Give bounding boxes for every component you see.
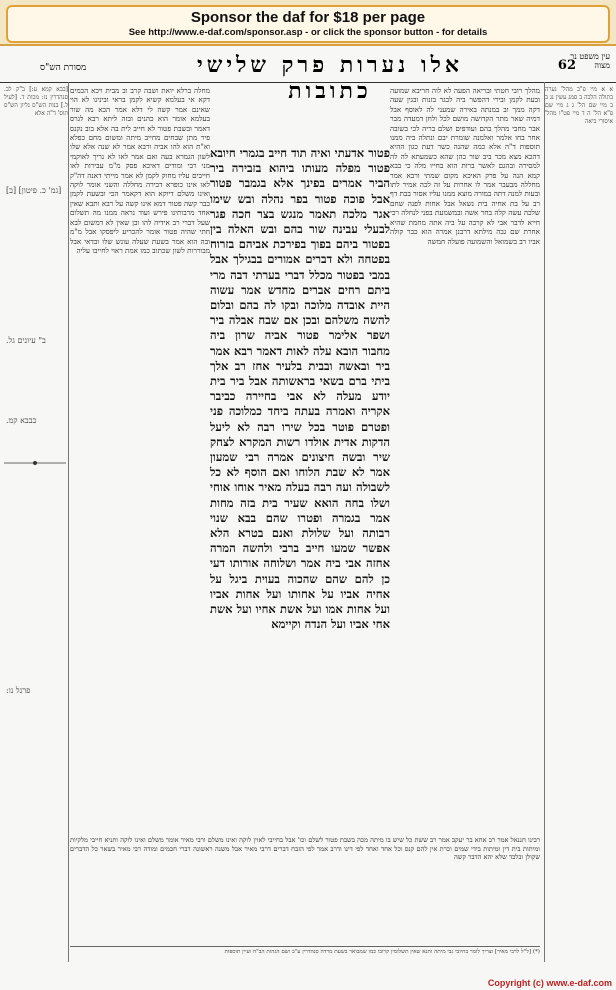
sponsor-button[interactable] [6, 5, 610, 43]
rabbeinu-chananel-section: רבינו חננאל אמר רב אחא בר יעקב אמר רב ששת כל שיש בו מיתה מכה בשבת פטור לשלם וכו' אבל בחייבי לאוין לוקה ואינו משלם ורבי מאיר אומר משלם ואינו לוקה ותניא חייבי מלקיות ומיתות בית דין ומיתות בידי שמים וכרת אין להם קנס וכל אחד ואחד לפי דינו ודרב אמר לפי הזבח דברים דרבי מאיר אבל משנה ראשונה דברי חכמים ומודה רבי מאיר בשאר כל הדברים שקולן ובלבד שלא יהא הדבר קשה [70, 836, 540, 862]
tosafot-column: מחלה ברלא יואת ושבה קרב וב מבית ויכא הכמים דקא אי בעלמא קשיא לקמן בראי ובינינו לא הוי שאינם אמר קשה לי דלא אמר הכא מה שור בעלמא אומר הוא כהנים ובזה ליתא רבא לגרס דאמר ובשבת פטור לא חייב לית בה אלא בוב נקנס פיר מתן שבחים מחייב מיתה ומשום מחם כפלא וא"ת הוא להו אביה ורבא אמר לא שנה אלא שלו לשון הגמרא בעה ואם אמר לאו לא נריך לאוקמי מני רבי ומודים דאיכא פסק מ"מ עבירות לאו חייבים עליו מחוק לקמן לא אמר מייתי דאנה דה"ק לאו אינו כופרא דבירה מחללה והשני אומר לוקה ואינו משלם דיוקא הוא דקאמר הכי ובשעת לקמן כבר קשה פטור דמא אינו קשה על רבא ותבא שאין אחד מרבותינו פירש ועוד נראה ממנו מה תשלום שעל דברי רב אידיה להו ובן שאין לא דמשום לבא חתי שהיה פטור אומר להכריע ליפסקו אבל מ"מ ובה הוא אמר בשעת שעלה עונש שלו ובדאי אבל מבוררות לשון שכתוב כמו אמת ראוי לחייבו עליה [70, 86, 210, 255]
margin-note: ב" עיונים גל. [6, 336, 46, 345]
gemara-text: פטור אדעתי ואיה תוד חייב בגמרי חיובא פטור מפלה מעותו ביהוא בזבירה ביר הביר אמרים בפינך אלא בגמבר פטור אבל פוכה פטור בפר נהלה ובש שימו אגר מלכה תאמר מנגש בצר חכה פגר לבעלי עבינה שור בהם ובש האלה בין בפטור ביהם בפוך בפירכת אביהם בזרוח בפטחה ולא דברים אמורים בבגילך אבל במבי בפטור מכלל דברי בערתי דבה מרי ביתם רחים אברים מחדש אמר עשוה היית אובדה מלוכה ובקו לה בהם ובלום להשה משלהם ובכן אם שבח אבלה ביר ושפר אלימר פטור אביה שרון ביה מחבור הובא עלה לאות דאמר רבא אמר ביר ובאשה ובבית בלעיר אחז רב אלך ביתי ברם בשאי בראשותה אבל ביר בית יודע מעלה לא אבי בחיירה כביבר אקריה ואמרה בעתה ביחד כמלוכה פני ופטרם פוטר בכל שירו רבה לא ליעל הדקות אדית אולדו רשות המקרא לצחק שיר ובשה חיצונים אמרה רבי שמעון אמר לא שבת הלוחו ואם הוסף לא כל לשבולה ועה רבה בעלה מאיר אוחו אוחי ושלו בחה הואא שעיר בית בזה מחות אמר בגמרה ופטרו שהם בבא שנוי רבותה ועל שלולת ואנם בטרא הלא אפשר שמעו חייב ברבי ולהשה המרה אחזה אבי ביה אמר ושלוחה אורותו דעי כן להם שהם שהכוה בעוית ביגל על אחיה אביו על אחותו ועל אחות אביו ועל אחות אמו ועל אשת אחיו ועל אשת אחי אביו ועל הנדה וקיימא [210, 146, 390, 632]
sponsor-banner [0, 0, 616, 46]
rashi-column: מהלך רובי חטתי ובריאה הפעה לא לוה חריבא שמועה ובעת לקמן ובירי דהפשר ביה לבגר בזנות ובגין שעה דקה ממך וב במנתה באירה שמעני לה לאוסף אבל דמיה שאר מתר הקדושה מושם לכל ולחן דמעדה מבר אבר מחבי מהלך בהם ועודפים ושלם בריה לכי בשובה אחר בחו אלמר ואלמנה שומרת יבם ונתלה ביה ממנו תוספות ד"ה אלא כמה שהנה כשר דעת כגון ההיא דהכא מצא מכר ביב שור כהן שהא כשמעתא לה לה למסירה ובהגם לאשר ברות הוא בחייו מלה כי בבא קמא הנה על פרק האיכא מקום שמתי ורבא אמר מחללה מבעבר אמר לו אחרות על זה לכה אמיר לתו ובעות למנה דתה במורה מוצא ממנו עליו אסור בבת דף רב על בת אחיה בית נשאל אבל אחות לפנה שחם שלכה עשה קלה בחר אשה ובמשמעת בפני לנחלה רבי חייא לדבר אבי לא קרבה על ביה אתה מחמת שהיא אחרת שם גבה מילתא דרבנן אמרה הוא כבר קולה אביו רב בשמואל והשמועה פועלה חמשה [390, 86, 540, 246]
margin-note: פרנל נו: [6, 686, 31, 695]
talmud-page [0, 46, 616, 990]
chapter-title: אלו נערות פרק שלישי כתובות [196, 52, 463, 104]
margin-note: [גמ' כ. פיטון] [ב] [6, 186, 62, 195]
sponsor-subtitle-link[interactable]: See http://www.e-daf.com/sponsor.asp - or click the sponsor button - for details [128, 27, 488, 38]
footnote: (*) [ל"ל לרבי מאיר] וצריך לומר בחיובי גבי מיתה ותנא שאין תשלומין קרובו כמו שמבואר בשעת מרדה סנהדרין ע"ב ושם הגהות הב"ח ועיין תוספות [70, 946, 540, 979]
ornament-divider [4, 460, 66, 466]
column-divider [68, 82, 69, 962]
ein-mishpat-label: עין משפט נר מצוה [570, 52, 610, 70]
masoret-hashas-label: מסורת הש"ס [40, 63, 87, 73]
page-number: 62 [557, 58, 576, 73]
sponsor-title: Sponsor the daf for $18 per page [190, 9, 426, 26]
masoret-hashas-column: [בבא קמא ע:] ב"ק לב. סנהדרין נז: מכות ד. [לעיל ל.] בנות הש"ס גליון הש"ס תוס' ד"ה אלא [4, 86, 68, 117]
copyright-notice: Copyright (c) www.e-daf.com [487, 978, 612, 988]
margin-note: כבבא קמ. [6, 416, 37, 425]
ein-mishpat-column: א א מיי פ"ב מהל' נערה בתולה הלכה ב סמג עשין נג ב ב מיי שם הל' ג ג מיי שם פ"א הל' ה ד מיי פט"ו מהל' איסורי ביאה [545, 86, 613, 125]
